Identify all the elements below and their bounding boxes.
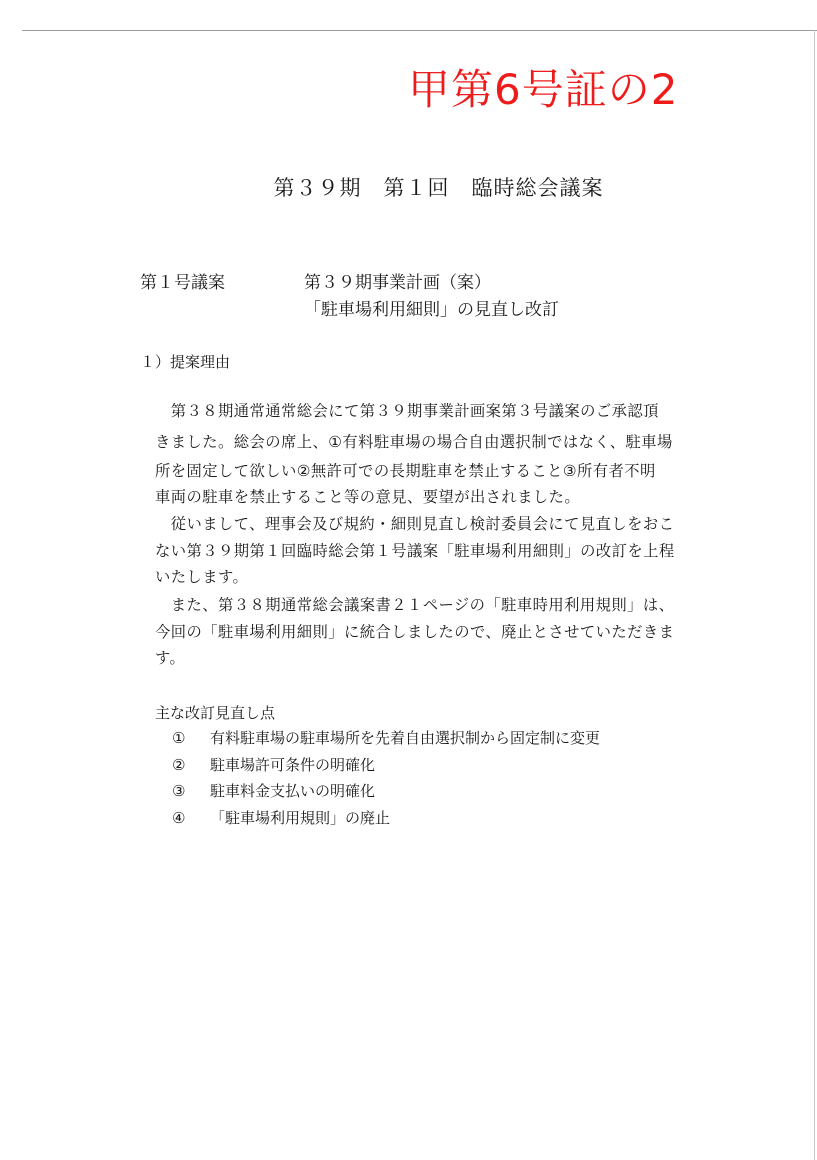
list-item-text: 駐車料金支払いの明確化: [210, 782, 376, 800]
agenda-title-line2: 「駐車場利用細則」の見直し改訂: [304, 300, 559, 320]
paragraph-line: きました。総会の席上、①有料駐車場の場合自由選択制ではなく、駐車場: [155, 433, 673, 451]
paragraph-line: また、第３８期通常総会議案書２１ページの「駐車時用利用規則」は、: [155, 596, 675, 614]
paragraph-line: す。: [155, 649, 186, 667]
exhibit-label: 甲第6号証の2: [408, 65, 679, 114]
revision-points-heading: 主な改訂見直し点: [155, 704, 276, 722]
paragraph-line: 所を固定して欲しい②無許可での長期駐車を禁止すること③所有者不明: [155, 462, 656, 480]
paragraph-line: いたします。: [155, 568, 249, 586]
list-item: [172, 778, 600, 805]
list-item-text: 「駐車場利用規則」の廃止: [210, 808, 391, 827]
paragraph-line: 車両の駐車を禁止すること等の意見、要望が出されました。: [155, 488, 581, 506]
paragraph-line: 今回の「駐車場利用細則」に統合しましたので、廃止とさせていただきま: [155, 623, 675, 641]
list-item: [172, 725, 600, 752]
list-item-number: ④: [172, 808, 186, 827]
agenda-title-line1: 第３９期事業計画（案）: [304, 273, 491, 293]
list-item-text: 有料駐車場の駐車場所を先着自由選択制から固定制に変更: [210, 729, 601, 747]
list-item: [172, 752, 600, 779]
revision-points-list: [172, 725, 600, 831]
agenda-number: 第１号議案: [140, 273, 225, 293]
document-title: 第３９期 第１回 臨時総会議案: [273, 176, 604, 200]
list-item: [172, 805, 600, 832]
list-item-number: ①: [172, 729, 186, 747]
list-item-number: ②: [172, 755, 186, 774]
scan-border-top: [22, 30, 817, 31]
paragraph-line: 第３８期通常通常総会にて第３９期事業計画案第３号議案のご承認頂: [155, 402, 659, 420]
section-heading: １）提案理由: [140, 353, 231, 371]
paragraph-line: 従いまして、理事会及び規約・細則見直し検討委員会にて見直しをおこ: [155, 515, 675, 533]
paragraph-line: ない第３９期第１回臨時総会第１号議案「駐車場利用細則」の改訂を上程: [155, 542, 675, 560]
list-item-text: 駐車場許可条件の明確化: [210, 755, 376, 774]
list-item-number: ③: [172, 782, 186, 800]
